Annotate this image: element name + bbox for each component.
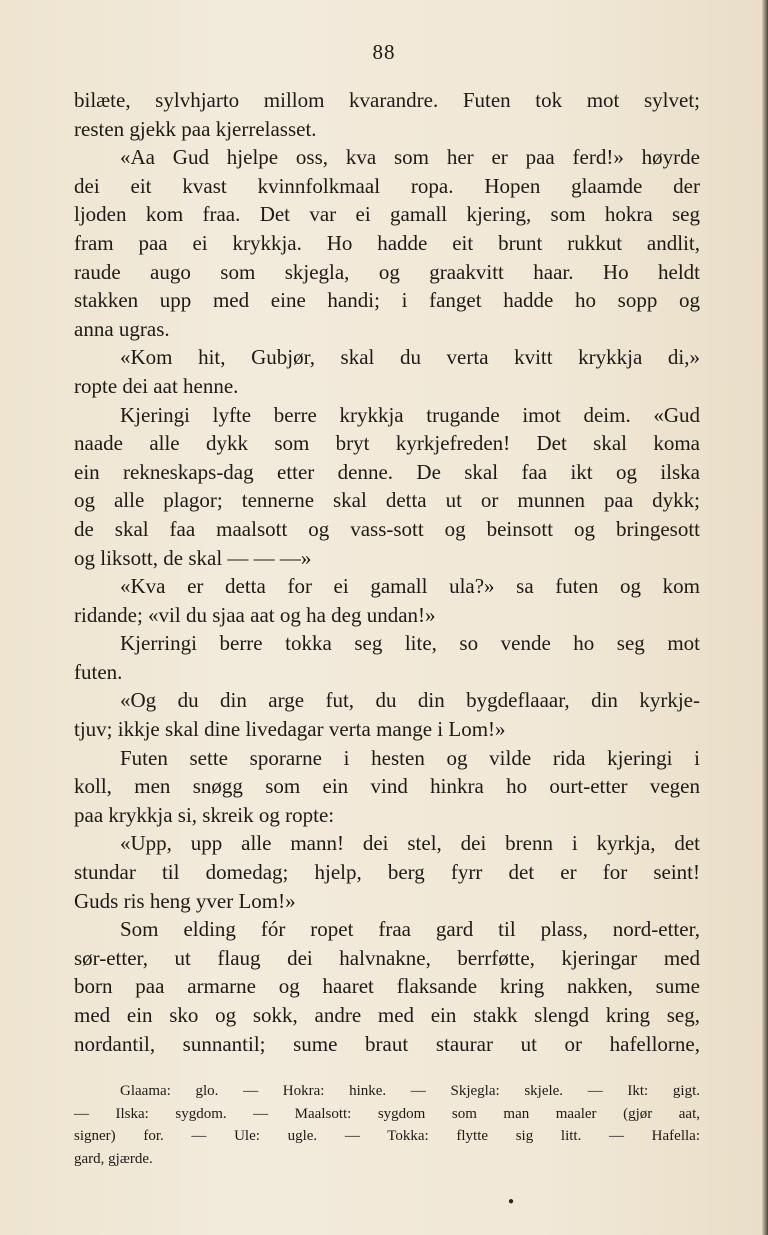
text-line: bilæte, sylvhjarto millom kvarandre. Futen tok mot sylvet; [74, 88, 700, 112]
text-line: sør-etter, ut flaug dei halvnakne, berrføtte, kjeringar med [74, 945, 700, 970]
text-line: «Kom hit, Gubjør, skal du verta kvitt krykkja di,» [120, 345, 700, 370]
text-line: paa krykkja si, skreik og ropte: [74, 802, 335, 827]
text-line: med ein sko og sokk, andre med ein stakk slengd kring seg, [74, 1003, 700, 1027]
text-line: ridande; «vil du sjaa aat og ha deg undan!» [74, 602, 436, 627]
text-line: «Aa Gud hjelpe oss, kva som her er paa ferd!» høyrde [120, 145, 700, 170]
footnote-line: Glaama: glo. — Hokra: hinke. — Skjegla: skjele. — Ikt: gigt. [120, 1083, 700, 1099]
text-line: stundar til domedag; hjelp, berg fyrr det er for seint! [74, 860, 700, 885]
text-line: og liksott, de skal — — —» [74, 545, 312, 570]
text-line: nordantil, sunnantil; sume braut staurar ut or hafellorne, [74, 1031, 700, 1056]
text-line: naade alle dykk som bryt kyrkjefreden! Det skal koma [74, 431, 700, 456]
footnotes [74, 1080, 700, 1170]
text-line: dei eit kvast kvinnfolkmaal ropa. Hopen glaamde der [74, 173, 700, 198]
text-line: Kjerringi berre tokka seg lite, so vende ho seg mot [120, 631, 700, 656]
text-line: de skal faa maalsott og vass-sott og beinsott og bringesott [74, 516, 700, 541]
text-line: stakken upp med eine handi; i fanget hadde ho sopp og [74, 288, 700, 313]
text-line: ropte dei aat henne. [74, 373, 239, 398]
text-line: ljoden kom fraa. Det var ei gamall kjering, som hokra seg [74, 202, 700, 227]
text-line: Guds ris heng yver Lom!» [74, 888, 296, 913]
footnote-line: gard, gjærde. [74, 1150, 153, 1167]
ink-mark: ● [508, 1196, 515, 1207]
footnote-line: signer) for. — Ule: ugle. — Tokka: flytte sig litt. — Hafella: [74, 1128, 700, 1144]
text-line: anna ugras. [74, 316, 170, 341]
text-line: born paa armarne og haaret flaksande kring nakken, sume [74, 974, 700, 999]
text-line: futen. [74, 659, 123, 684]
page-number: 88 [372, 40, 396, 64]
text-line: resten gjekk paa kjerrelasset. [74, 116, 317, 141]
text-line: «Kva er detta for ei gamall ula?» sa futen og kom [120, 574, 700, 599]
text-line: koll, men snøgg som ein vind hinkra ho ourt-etter vegen [74, 774, 700, 799]
text-line: Kjeringi lyfte berre krykkja trugande imot deim. «Gud [120, 402, 700, 427]
page-edge [762, 0, 768, 1235]
text-line: raude augo som skjegla, og graakvitt haar. Ho heldt [74, 259, 700, 284]
text-line: fram paa ei krykkja. Ho hadde eit brunt rukkut andlit, [74, 230, 700, 255]
text-line: og alle plagor; tennerne skal detta ut or munnen paa dykk; [74, 488, 700, 513]
text-line: ein rekneskaps-dag etter denne. De skal faa ikt og ilska [74, 459, 700, 484]
text-line: tjuv; ikkje skal dine livedagar verta mange i Lom!» [74, 717, 506, 742]
text-line: Futen sette sporarne i hesten og vilde rida kjeringi i [120, 745, 700, 770]
footnote-line: — Ilska: sygdom. — Maalsott: sygdom som man maaler (gjør aat, [74, 1105, 700, 1122]
body-text [74, 86, 700, 1058]
text-line: Som elding fór ropet fraa gard til plass, nord-etter, [120, 917, 700, 942]
text-line: «Og du din arge fut, du din bygdeflaaar, din kyrkje- [120, 688, 700, 713]
text-line: «Upp, upp alle mann! dei stel, dei brenn i kyrkja, det [120, 831, 700, 856]
